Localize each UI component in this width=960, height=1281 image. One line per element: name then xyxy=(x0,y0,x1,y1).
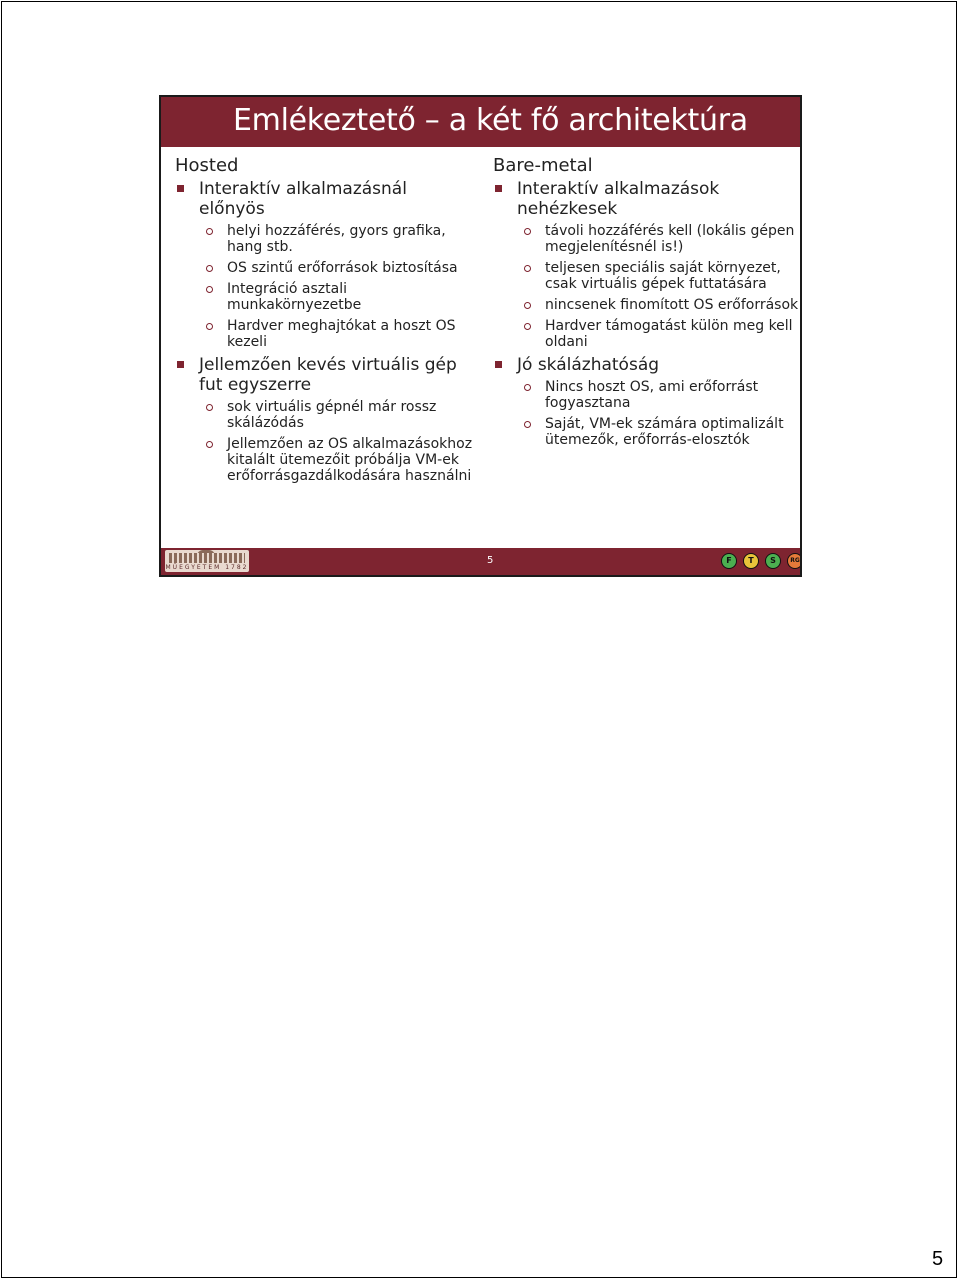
slide-number: 5 xyxy=(487,555,494,566)
bullet-item xyxy=(175,355,475,395)
sub-bullet-text: OS szintű erőforrások biztosítása xyxy=(227,260,458,276)
sub-bullet-item xyxy=(175,223,475,255)
ftsrg-t-icon: T xyxy=(743,553,759,569)
slide-title-bar xyxy=(161,97,800,147)
sub-bullet-item xyxy=(493,297,799,313)
bullet-item xyxy=(175,179,475,219)
circle-bullet-icon xyxy=(206,404,213,411)
bullet-text: Interaktív alkalmazások nehézkesek xyxy=(517,179,720,219)
circle-bullet-icon xyxy=(206,286,213,293)
sub-bullet-text: sok virtuális gépnél már rossz skálázódás xyxy=(227,399,437,431)
bullet-item xyxy=(493,179,799,219)
sub-bullet-text: helyi hozzáférés, gyors grafika, hang stb. xyxy=(227,223,446,255)
bullet-text: Jó skálázhatóság xyxy=(517,355,660,375)
square-bullet-icon xyxy=(495,361,502,368)
sub-bullet-item xyxy=(493,379,799,411)
sub-bullet-text: távoli hozzáférés kell (lokális gépen megjelenítésnél is!) xyxy=(545,223,795,255)
university-logo-icon xyxy=(165,550,249,572)
sub-bullet-item xyxy=(175,436,475,484)
circle-bullet-icon xyxy=(524,384,531,391)
circle-bullet-icon xyxy=(206,323,213,330)
bullet-item xyxy=(493,355,799,375)
ftsrg-s-icon: S xyxy=(765,553,781,569)
sub-bullet-text: Integráció asztali munkakörnyezetbe xyxy=(227,281,362,313)
sub-bullet-item xyxy=(493,416,799,448)
sub-bullet-text: Jellemzően az OS alkalmazásokhoz kitalált ütemezőit próbálja VM-ek erőforrásgazdálkodására használni xyxy=(227,436,473,484)
circle-bullet-icon xyxy=(524,323,531,330)
bullet-text: Interaktív alkalmazásnál előnyös xyxy=(199,179,407,219)
ftsrg-rg-icon: RG xyxy=(787,553,802,569)
slide-title: Emlékeztető – a két fő architektúra xyxy=(233,103,748,138)
sub-bullet-text: Saját, VM-ek számára optimalizált ütemezők, erőforrás-elosztók xyxy=(545,416,784,448)
sub-bullet-item xyxy=(175,318,475,350)
sub-bullet-item xyxy=(493,318,799,350)
sub-bullet-text: nincsenek finomított OS erőforrások xyxy=(545,297,799,313)
bullet-text: Jellemzően kevés virtuális gép fut egyszerre xyxy=(199,355,457,395)
sub-bullet-item xyxy=(493,223,799,255)
sub-bullet-text: teljesen speciális saját környezet, csak virtuális gépek futtatására xyxy=(545,260,781,292)
bare-metal-column xyxy=(493,155,799,453)
building-shape xyxy=(169,553,245,563)
sub-bullet-item xyxy=(493,260,799,292)
slide xyxy=(159,95,802,577)
page-number: 5 xyxy=(932,1248,944,1270)
sub-bullet-text: Hardver támogatást külön meg kell oldani xyxy=(545,318,793,350)
sub-bullet-item xyxy=(175,399,475,431)
bare-metal-heading: Bare-metal xyxy=(493,155,593,176)
sub-bullet-item xyxy=(175,281,475,313)
ftsrg-f-icon: F xyxy=(721,553,737,569)
square-bullet-icon xyxy=(177,361,184,368)
circle-bullet-icon xyxy=(206,441,213,448)
hosted-heading: Hosted xyxy=(175,155,239,176)
circle-bullet-icon xyxy=(524,228,531,235)
logo-text: MŰEGYETEM 1782 xyxy=(165,564,249,571)
circle-bullet-icon xyxy=(524,265,531,272)
slide-footer xyxy=(161,548,800,575)
circle-bullet-icon xyxy=(524,421,531,428)
hosted-column xyxy=(175,155,475,489)
circle-bullet-icon xyxy=(206,265,213,272)
square-bullet-icon xyxy=(495,185,502,192)
sub-bullet-item xyxy=(175,260,475,276)
circle-bullet-icon xyxy=(206,228,213,235)
sub-bullet-text: Nincs hoszt OS, ami erőforrást fogyasztana xyxy=(545,379,759,411)
circle-bullet-icon xyxy=(524,302,531,309)
square-bullet-icon xyxy=(177,185,184,192)
sub-bullet-text: Hardver meghajtókat a hoszt OS kezeli xyxy=(227,318,456,350)
